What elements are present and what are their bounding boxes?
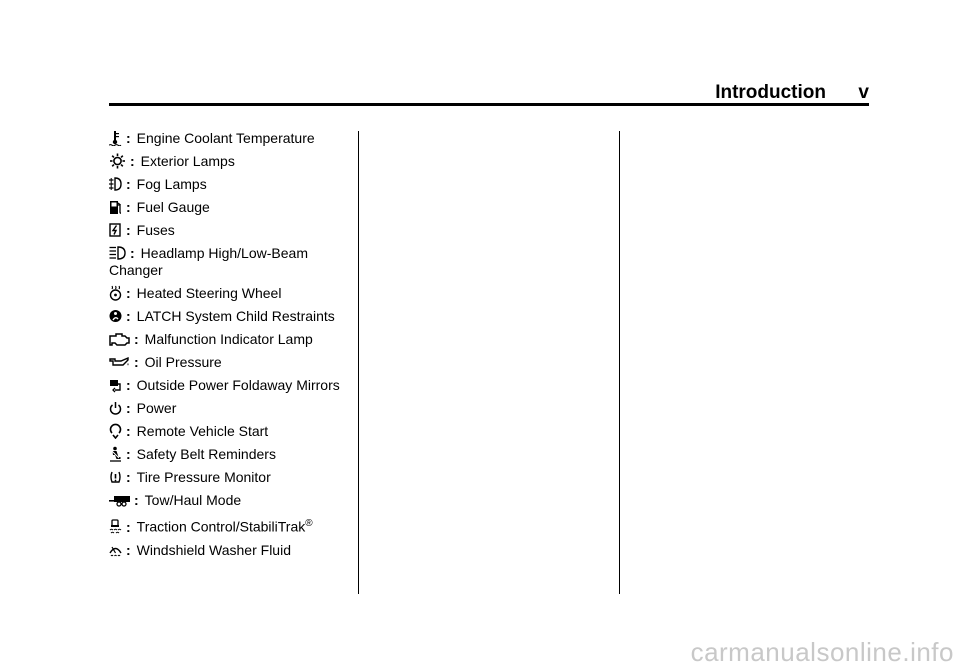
entry-label: Outside Power Foldaway Mirrors — [136, 377, 340, 393]
fuses-icon — [109, 222, 122, 238]
entry-label: Malfunction Indicator Lamp — [144, 331, 313, 347]
list-item: : Exterior Lamps — [109, 153, 344, 170]
entry-label: Fuel Gauge — [136, 199, 210, 215]
oil-pressure-icon — [109, 354, 130, 370]
list-item: : Fuel Gauge — [109, 199, 344, 216]
header-rule — [109, 103, 869, 106]
list-item: : Safety Belt Reminders — [109, 446, 344, 463]
list-item: : Oil Pressure — [109, 354, 344, 371]
entry-label: Tow/Haul Mode — [144, 492, 242, 508]
malfunction-indicator-lamp-icon — [109, 331, 130, 347]
list-item: : Malfunction Indicator Lamp — [109, 331, 344, 348]
list-item: : Traction Control/StabiliTrak® — [109, 515, 344, 536]
outside-power-foldaway-mirrors-icon — [109, 377, 122, 393]
entry-label: Exterior Lamps — [140, 153, 235, 169]
entry-label: Power — [136, 400, 177, 416]
windshield-washer-fluid-icon — [109, 542, 122, 558]
list-item: : Fog Lamps — [109, 176, 344, 193]
entry-label: LATCH System Child Restraints — [136, 308, 335, 324]
traction-control-stabilitrak-icon — [109, 519, 122, 535]
fog-lamps-icon — [109, 176, 122, 192]
list-item: : Heated Steering Wheel — [109, 285, 344, 302]
list-item: : Power — [109, 400, 344, 417]
tow-haul-mode-icon — [109, 492, 130, 508]
list-item: : Tire Pressure Monitor — [109, 469, 344, 486]
entry-label: Oil Pressure — [144, 354, 222, 370]
list-item: : Outside Power Foldaway Mirrors — [109, 377, 344, 394]
entry-label: Heated Steering Wheel — [136, 285, 282, 301]
column-divider-left — [358, 131, 359, 594]
fuel-gauge-icon — [109, 199, 122, 215]
list-item: : Windshield Washer Fluid — [109, 542, 344, 559]
latch-child-restraint-icon — [109, 308, 122, 324]
column-divider-right — [619, 131, 620, 594]
page-header — [109, 82, 869, 102]
engine-coolant-temperature-icon — [109, 130, 122, 146]
tire-pressure-monitor-icon — [109, 469, 122, 485]
headlamp-high-low-beam-icon — [109, 245, 126, 261]
exterior-lamps-icon — [109, 153, 126, 169]
entry-label: Tire Pressure Monitor — [136, 469, 271, 485]
list-item: : Fuses — [109, 222, 344, 239]
power-icon — [109, 400, 122, 416]
list-item: : Headlamp High/Low-Beam Changer — [109, 245, 308, 278]
entry-label: Fog Lamps — [136, 176, 207, 192]
remote-vehicle-start-icon — [109, 423, 122, 439]
list-item: : Engine Coolant Temperature — [109, 130, 344, 147]
watermark: carmanualsonline.info — [690, 637, 954, 667]
symbol-list — [109, 130, 344, 565]
safety-belt-reminder-icon — [109, 446, 122, 462]
entry-label: Safety Belt Reminders — [136, 446, 276, 462]
list-item: : Tow/Haul Mode — [109, 492, 344, 509]
section-title: Introduction — [715, 82, 826, 103]
list-item: : LATCH System Child Restraints — [109, 308, 344, 325]
entry-label: Remote Vehicle Start — [136, 423, 269, 439]
entry-label: Windshield Washer Fluid — [136, 541, 291, 558]
entry-label: Fuses — [136, 222, 175, 238]
entry-label: Headlamp High/Low-Beam Changer — [109, 245, 308, 278]
list-item: : Remote Vehicle Start — [109, 423, 344, 440]
entry-label: Traction Control/StabiliTrak — [136, 518, 306, 535]
heated-steering-wheel-icon — [109, 285, 122, 301]
registered-mark: ® — [305, 518, 313, 529]
entry-label: Engine Coolant Temperature — [136, 130, 315, 146]
page-number: v — [858, 82, 869, 103]
